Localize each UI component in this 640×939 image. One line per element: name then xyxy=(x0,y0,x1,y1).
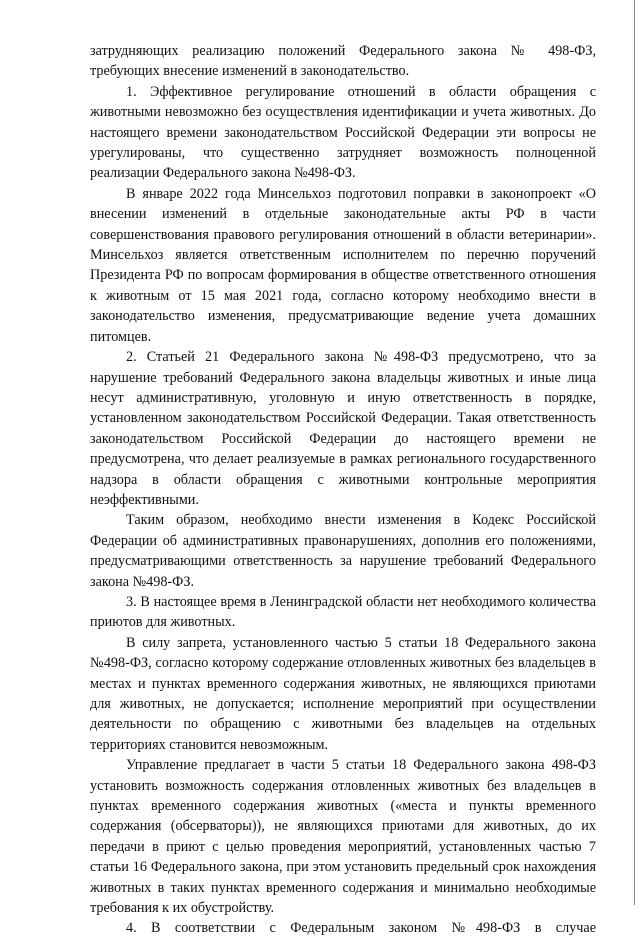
paragraph-item-3: 3. В настоящее время в Ленинградской области нет необходимого количества приютов для животных. xyxy=(90,593,596,631)
paragraph-minselkhoz-amendments: В январе 2022 года Минсельхоз подготовил поправки в законопроект «О внесении изменений в отдельные законодательные акты РФ в части совершенствования правового регулирования отношений в области ветеринарии». Минсельхоз является ответственным исполнителем по перечню поручений Президента РФ по вопросам формирования в обществе ответственного отношения к животным от 15 мая 2021 года, согласно которому необходимо внести в законодательство изменения, предусматривающие ведение учета домашних питомцев. xyxy=(90,185,596,345)
document-body xyxy=(90,41,596,939)
paragraph-proposal: Управление предлагает в части 5 статьи 18 Федерального закона 498-ФЗ установить возможность содержания отловленных животных без владельцев в пунктах временного содержания животных («места и пункты временного содержания (обсерваторы)), не являющихся приютами для животных, до их передачи в приют с целью проведения мероприятий, установленных частью 7 статьи 16 Федерального закона, при этом установить предельный срок нахождения животных в таких пунктах временного содержания и минимально необходимые требования к их обустройству. xyxy=(90,757,596,917)
page-edge-line xyxy=(634,0,635,905)
paragraph-item-1: 1. Эффективное регулирование отношений в области обращения с животными невозможно без осуществления идентификации и учета животных. До настоящего времени законодательством Российской Федерации эти вопросы не урегулированы, что существенно затрудняет возможность полноценной реализации Федерального закона №498-ФЗ. xyxy=(90,83,596,182)
paragraph-prohibition: В силу запрета, установленного частью 5 статьи 18 Федерального закона №498-ФЗ, согласно которому содержание отловленных животных без владельцев в местах и пунктах временного содержания животных, не являющихся приютами для животных, не допускается; исполнение мероприятий при осуществлении деятельности по обращению с животными без владельцев на отдельных территориях становится невозможным. xyxy=(90,634,596,753)
paragraph-item-2: 2. Статьей 21 Федерального закона №498-ФЗ предусмотрено, что за нарушение требований Федерального закона владельцы животных и иные лица несут административную, уголовную и иную ответственность в порядке, установленном законодательством Российской Федерации. Такая ответственность законодательством Российской Федерации до настоящего времени не предусмотрена, что делает реализуемые в рамках регионального государственного надзора в области обращения с животными контрольные мероприятия неэффективными. xyxy=(90,349,596,508)
paragraph-item-4: 4. В соответствии с Федеральным законом №498-ФЗ в случае xyxy=(126,920,596,937)
paragraph-conclusion: Таким образом, необходимо внести изменения в Кодекс Российской Федерации об административных правонарушениях, дополнив его положениями, предусматривающими ответственность за нарушение требований Федерального закона №498-ФЗ. xyxy=(90,512,596,590)
paragraph-continuation: затрудняющих реализацию положений Федерального закона № 498-ФЗ, требующих внесение изменений в законодательство. xyxy=(90,43,596,80)
